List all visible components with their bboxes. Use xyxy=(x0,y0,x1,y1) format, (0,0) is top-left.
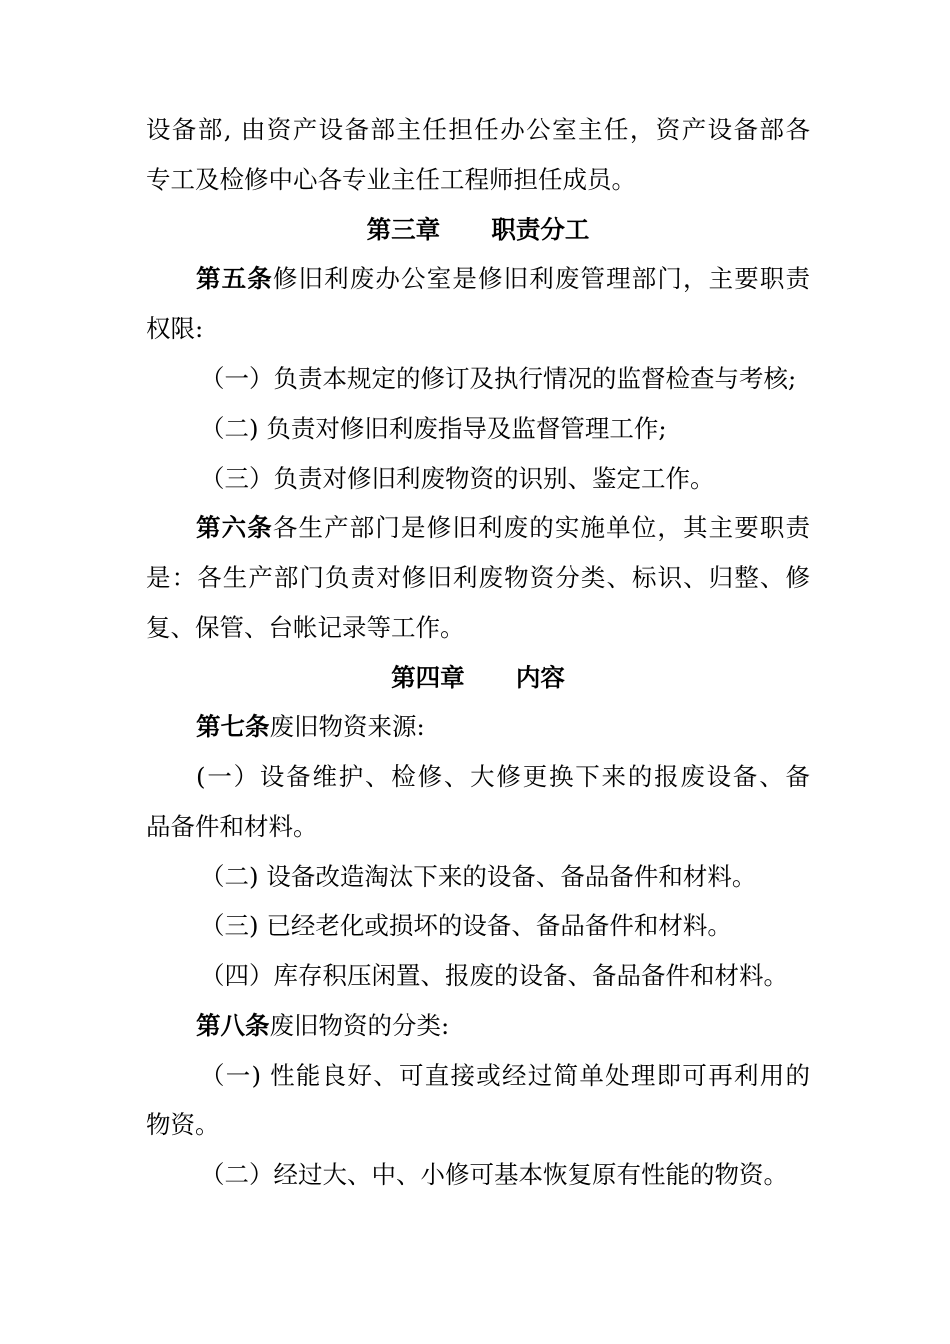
article-5-label: 第五条 xyxy=(196,264,273,293)
article-8-text: 废旧物资的分类: xyxy=(269,1011,450,1040)
chapter-heading-3: 第三章 职责分工 xyxy=(366,215,590,244)
paragraph-line: 专工及检修中心各专业主任工程师担任成员。 xyxy=(146,165,636,194)
article-6-line xyxy=(196,503,810,553)
chapter-heading-4: 第四章 内容 xyxy=(391,663,565,692)
article-8-label: 第八条 xyxy=(196,1011,270,1040)
list-item: （二）经过大、中、小修可基本恢复原有性能的物资。 xyxy=(200,1160,788,1189)
paragraph-line: 设备部, 由资产设备部主任担任办公室主任，资产设备部各 xyxy=(146,115,810,144)
article-7-line xyxy=(196,702,810,752)
paragraph-line: 是：各生产部门负责对修旧利废物资分类、标识、归整、修 xyxy=(146,563,810,592)
article-7-label: 第七条 xyxy=(196,712,270,741)
article-6-label: 第六条 xyxy=(196,513,273,542)
list-item: （一）负责本规定的修订及执行情况的监督检查与考核; xyxy=(200,364,797,393)
article-7-text: 废旧物资来源: xyxy=(269,712,425,741)
paragraph-line: 物资。 xyxy=(146,1110,220,1139)
paragraph-line: 品备件和材料。 xyxy=(146,812,318,841)
list-item: （二) 负责对修旧利废指导及监督管理工作; xyxy=(200,414,667,443)
list-item: （一) 性能良好、可直接或经过简单处理即可再利用的 xyxy=(200,1061,810,1090)
article-6-text: 各生产部门是修旧利废的实施单位，其主要职责 xyxy=(272,513,810,542)
article-8-line xyxy=(196,1001,810,1051)
paragraph-line: 复、保管、台帐记录等工作。 xyxy=(146,613,465,642)
list-item: （三) 已经老化或损坏的设备、备品备件和材料。 xyxy=(200,911,732,940)
list-item: （三）负责对修旧利废物资的识别、鉴定工作。 xyxy=(200,464,715,493)
list-item: （二) 设备改造淘汰下来的设备、备品备件和材料。 xyxy=(200,862,757,891)
article-5-line xyxy=(196,254,810,304)
paragraph-line: 权限: xyxy=(146,314,204,343)
list-item: (一）设备维护、检修、大修更换下来的报废设备、备 xyxy=(196,762,810,791)
list-item: （四）库存积压闲置、报废的设备、备品备件和材料。 xyxy=(200,961,788,990)
article-5-text: 修旧利废办公室是修旧利废管理部门，主要职责 xyxy=(272,264,810,293)
